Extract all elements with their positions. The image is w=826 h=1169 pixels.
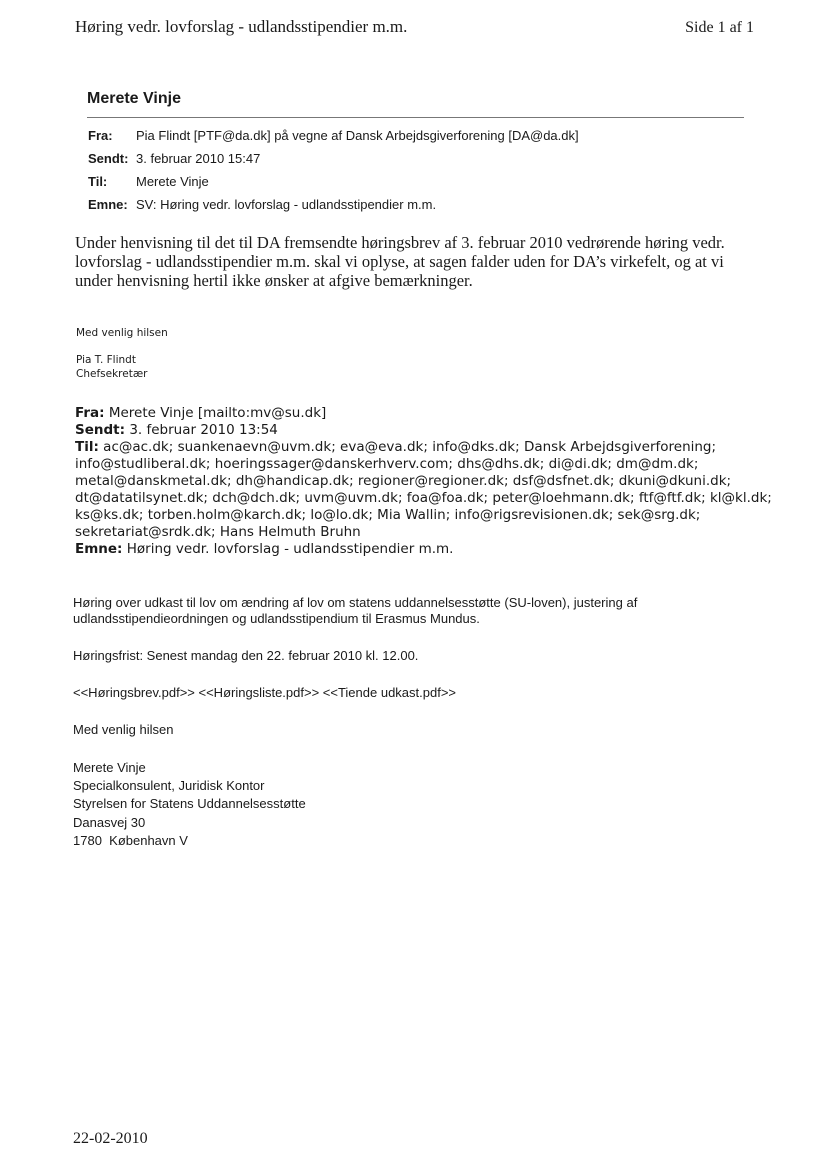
header-from-label: Fra: xyxy=(88,128,113,143)
owner-divider xyxy=(87,117,744,118)
fwd-to-line: dt@datatilsynet.dk; dch@dch.dk; uvm@uvm.dk; foa@foa.dk; peter@loehmann.dk; ftf@ftf.dk; kl@kl.dk; xyxy=(75,490,772,506)
message-signature-line: Danasvej 30 xyxy=(73,815,146,830)
reply-body-line: lovforslag - udlandsstipendier m.m. skal vi oplyse, at sagen falder uden for DA’s virkefelt, og at vi xyxy=(75,252,724,271)
reply-signature-name: Pia T. Flindt xyxy=(76,354,136,366)
header-subject-label: Emne: xyxy=(88,197,128,212)
reply-body-line: under henvisning hertil ikke ønsker at afgive bemærkninger. xyxy=(75,271,473,290)
header-sent-value: 3. februar 2010 15:47 xyxy=(136,151,261,166)
message-intro-line: udlandsstipendieordningen og udlandsstipendium til Erasmus Mundus. xyxy=(73,611,480,626)
fwd-sent-value: 3. februar 2010 13:54 xyxy=(129,422,278,438)
header-to-label: Til: xyxy=(88,174,108,189)
header-sent xyxy=(88,151,260,166)
reply-body xyxy=(75,233,795,290)
fwd-to-line: metal@danskmetal.dk; dh@handicap.dk; regioner@regioner.dk; dsf@dsfnet.dk; dkuni@dkuni.dk; xyxy=(75,473,732,489)
fwd-sent-label: Sendt: xyxy=(75,422,126,438)
print-header-title: Høring vedr. lovforslag - udlandsstipendier m.m. xyxy=(75,17,408,36)
message-signature-line: Merete Vinje xyxy=(73,760,146,775)
message-closing: Med venlig hilsen xyxy=(73,722,174,737)
header-subject xyxy=(88,197,436,212)
fwd-from-value: Merete Vinje [mailto:mv@su.dk] xyxy=(108,405,327,421)
forwarded-header xyxy=(75,405,772,558)
fwd-subject-label: Emne: xyxy=(75,541,123,557)
print-date: 22-02-2010 xyxy=(73,1130,148,1147)
header-subject-value: SV: Høring vedr. lovforslag - udlandsstipendier m.m. xyxy=(136,197,437,212)
header-to xyxy=(88,174,209,189)
fwd-to-line: ks@ks.dk; torben.holm@karch.dk; lo@lo.dk; Mia Wallin; info@rigsrevisionen.dk; sek@srg.dk; xyxy=(75,507,701,523)
reply-closing: Med venlig hilsen xyxy=(76,327,168,339)
mailbox-owner-name: Merete Vinje xyxy=(87,90,181,107)
message-signature-line: 1780 København V xyxy=(73,833,188,848)
fwd-to-line: sekretariat@srdk.dk; Hans Helmuth Bruhn xyxy=(75,524,361,540)
page-number: Side 1 af 1 xyxy=(685,19,754,36)
fwd-subject-value: Høring vedr. lovforslag - udlandsstipendier m.m. xyxy=(126,541,454,557)
fwd-to-label: Til: xyxy=(75,439,99,455)
message-deadline: Høringsfrist: Senest mandag den 22. februar 2010 kl. 12.00. xyxy=(73,648,419,663)
header-sent-label: Sendt: xyxy=(88,151,129,166)
header-from xyxy=(88,128,579,143)
message-signature-line: Specialkonsulent, Juridisk Kontor xyxy=(73,778,265,793)
message-attachments[interactable]: <<Høringsbrev.pdf>> <<Høringsliste.pdf>> <<Tiende udkast.pdf>> xyxy=(73,685,457,700)
message-signature-line: Styrelsen for Statens Uddannelsesstøtte xyxy=(73,796,306,811)
header-to-value: Merete Vinje xyxy=(136,174,209,189)
fwd-to-line: info@studliberal.dk; hoeringssager@danskerhverv.com; dhs@dhs.dk; di@di.dk; dm@dm.dk; xyxy=(75,456,699,472)
reply-body-line: Under henvisning til det til DA fremsendte høringsbrev af 3. februar 2010 vedrørende høring vedr. xyxy=(75,233,725,252)
fwd-to-line: ac@ac.dk; suankenaevn@uvm.dk; eva@eva.dk; info@dks.dk; Dansk Arbejdsgiverforening; xyxy=(103,439,717,455)
fwd-from-label: Fra: xyxy=(75,405,105,421)
reply-signature-title: Chefsekretær xyxy=(76,368,148,380)
header-from-value: Pia Flindt [PTF@da.dk] på vegne af Dansk Arbejdsgiverforening [DA@da.dk] xyxy=(136,128,579,143)
message-intro-line: Høring over udkast til lov om ændring af lov om statens uddannelsesstøtte (SU-loven), justering af xyxy=(73,595,638,610)
